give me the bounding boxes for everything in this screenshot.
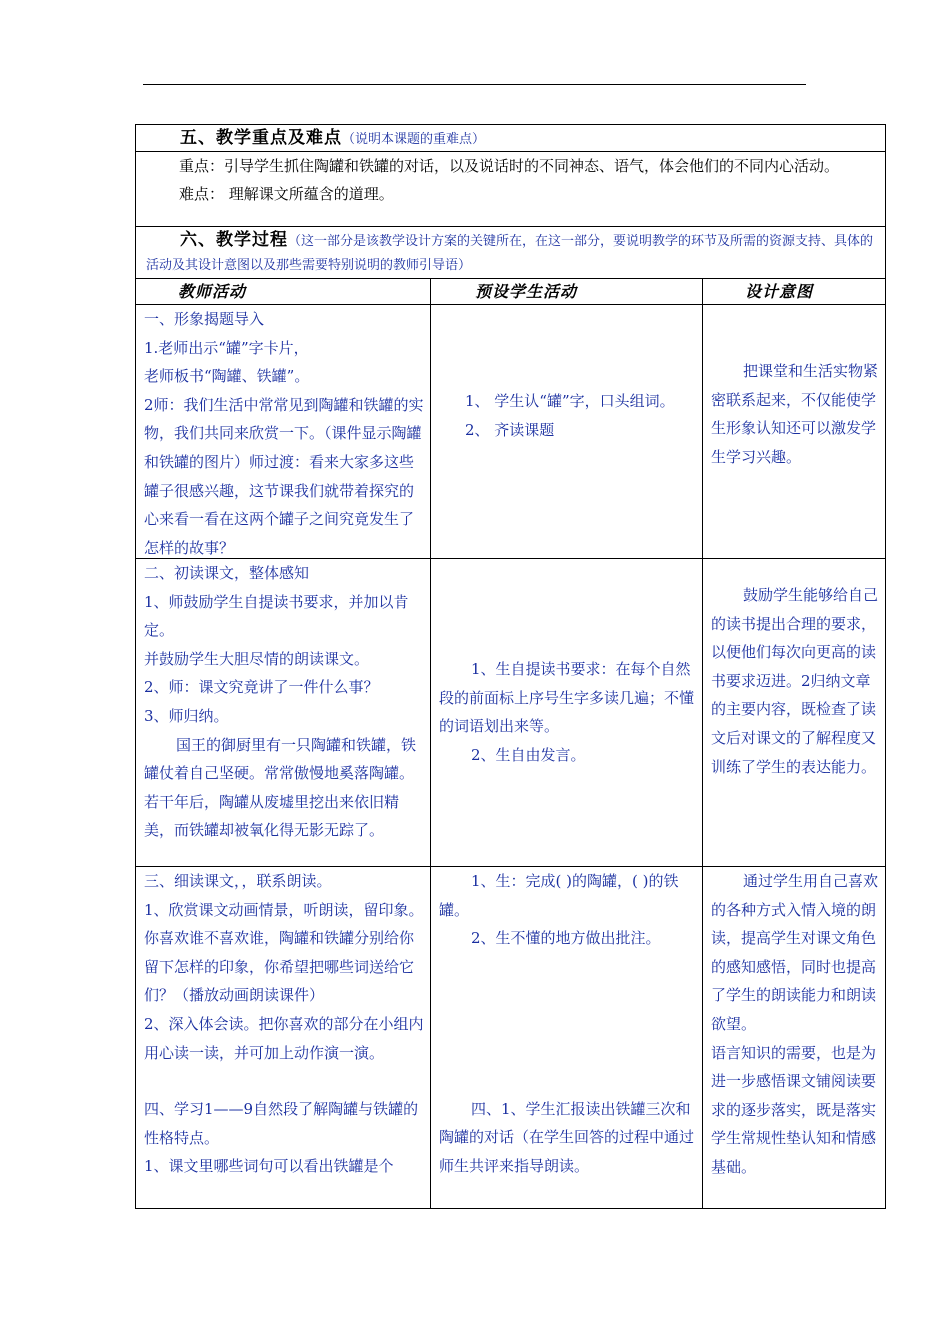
section5-title bbox=[136, 125, 885, 153]
list-item: 鼓励学生能够给自己的读书提出合理的要求，以便他们每次向更高的读书要求迈进。2归纳文章的主要内容，既检查了读文后对课文的了解程度又训练了学生的表达能力。 bbox=[711, 586, 879, 776]
list-item: 国王的御厨里有一只陶罐和铁罐，铁罐仗着自己坚硬。常常傲慢地奚落陶罐。若干年后，陶罐从废墟里挖出来依旧精美，而铁罐却被氧化得无影无踪了。 bbox=[144, 735, 417, 840]
design-intent bbox=[703, 305, 885, 558]
header-teacher: 教师活动 bbox=[136, 279, 431, 304]
section6-title-row bbox=[136, 227, 885, 279]
list-item: 2、深入体会读。把你喜欢的部分在小组内用心读一读，并可加上动作演一演。 bbox=[144, 1014, 424, 1062]
list-item: 2师：我们生活中常常见到陶罐和铁罐的实物，我们共同来欣赏一下。（课件显示陶罐和铁罐的图片）师过渡：看来大家多这些罐子很感兴趣，这节课我们就带着探究的心来看一看在这两个罐子之间究竟发生了怎样的故事？ bbox=[144, 395, 424, 557]
list-item bbox=[144, 1067, 424, 1095]
lesson-plan-table bbox=[135, 124, 886, 1209]
student-activity bbox=[431, 305, 703, 558]
header-student: 预设学生活动 bbox=[431, 279, 703, 304]
list-item: 1、课文里哪些词句可以看出铁罐是个 bbox=[144, 1157, 394, 1176]
design-intent bbox=[703, 867, 885, 1208]
teacher-activity bbox=[136, 867, 431, 1208]
list-item: 1、师鼓励学生自提读书要求，并加以肯定。 bbox=[144, 592, 409, 640]
list-item: 2、生自由发言。 bbox=[471, 745, 586, 764]
list-item: 3、师归纳。 bbox=[144, 706, 229, 725]
list-item: 2、 齐读课题 bbox=[465, 420, 555, 439]
section6-heading: 六、教学过程 bbox=[180, 230, 288, 250]
list-item: 1.老师出示“罐”字卡片， bbox=[144, 338, 309, 357]
list-item: 1、 学生认“罐”字，口头组词。 bbox=[465, 392, 675, 410]
table-header-row bbox=[136, 279, 885, 305]
difficulty-point: 难点： 理解课文所蕴含的道理。 bbox=[179, 185, 394, 203]
table-row bbox=[136, 305, 885, 559]
list-item: 1、生自提读书要求：在每个自然段的前面标上序号生字多读几遍；不懂的词语划出来等。 bbox=[439, 660, 695, 736]
section6-title bbox=[136, 227, 885, 277]
table-row bbox=[136, 559, 885, 867]
teacher-activity bbox=[136, 305, 431, 558]
section5-title-row bbox=[136, 125, 885, 152]
list-item: 通过学生用自己喜欢的各种方式入情入境的朗读，提高学生对课文角色的感知感悟，同时也提高了学生的朗读能力和朗读欲望。 bbox=[711, 872, 879, 1033]
teacher-activity bbox=[136, 559, 431, 866]
design-intent bbox=[703, 559, 885, 866]
list-item: 四、学习1——9自然段了解陶罐与铁罐的性格特点。 bbox=[144, 1100, 419, 1147]
list-item: 二、初读课文，整体感知 bbox=[144, 564, 310, 582]
header-intent: 设计意图 bbox=[745, 282, 814, 301]
key-point: 重点：引导学生抓住陶罐和铁罐的对话，以及说话时的不同神态、语气，体会他们的不同内心活动。 bbox=[179, 157, 840, 175]
list-item: 1、生：完成( )的陶罐，( )的铁罐。 bbox=[439, 872, 679, 919]
header-rule bbox=[143, 84, 806, 85]
section5-heading: 五、教学重点及难点 bbox=[180, 128, 342, 148]
student-activity bbox=[431, 867, 703, 1208]
list-item: 2、生不懂的地方做出批注。 bbox=[471, 929, 661, 948]
list-item: 1、欣赏课文动画情景，听朗读，留印象。你喜欢谁不喜欢谁，陶罐和铁罐分别给你留下怎样的印象，你希望把哪些词送给它们？（播放动画朗读课件） bbox=[144, 900, 424, 1005]
list-item: 四、1、学生汇报读出铁罐三次和陶罐的对话（在学生回答的过程中通过师生共评来指导朗读。 bbox=[439, 1099, 695, 1175]
section6-note: （这一部分是该教学设计方案的关键所在，在这一部分，要说明教学的环节及所需的资源支持、具体的活动及其设计意图以及那些需要特别说明的教师引导语） bbox=[146, 234, 874, 273]
list-item: 老师板书“陶罐、铁罐”。 bbox=[144, 367, 310, 386]
section5-body bbox=[136, 152, 885, 227]
list-item: 语言知识的需要，也是为进一步感悟课文铺阅读要求的逐步落实，既是落实学生常规性垫认知和情感基础。 bbox=[711, 1043, 877, 1176]
section5-note: （说明本课题的重难点） bbox=[342, 132, 486, 147]
list-item: 2、师：课文究竟讲了一件什么事？ bbox=[144, 678, 379, 697]
table-row bbox=[136, 867, 885, 1208]
student-activity bbox=[431, 559, 703, 866]
list-item: 一、形象揭题导入 bbox=[144, 310, 265, 328]
list-item: 把课堂和生活实物紧密联系起来，不仅能使学生形象认知还可以激发学生学习兴趣。 bbox=[711, 362, 879, 466]
list-item: 并鼓励学生大胆尽情的朗读课文。 bbox=[144, 649, 370, 668]
list-item: 三、细读课文，，联系朗读。 bbox=[144, 872, 332, 890]
